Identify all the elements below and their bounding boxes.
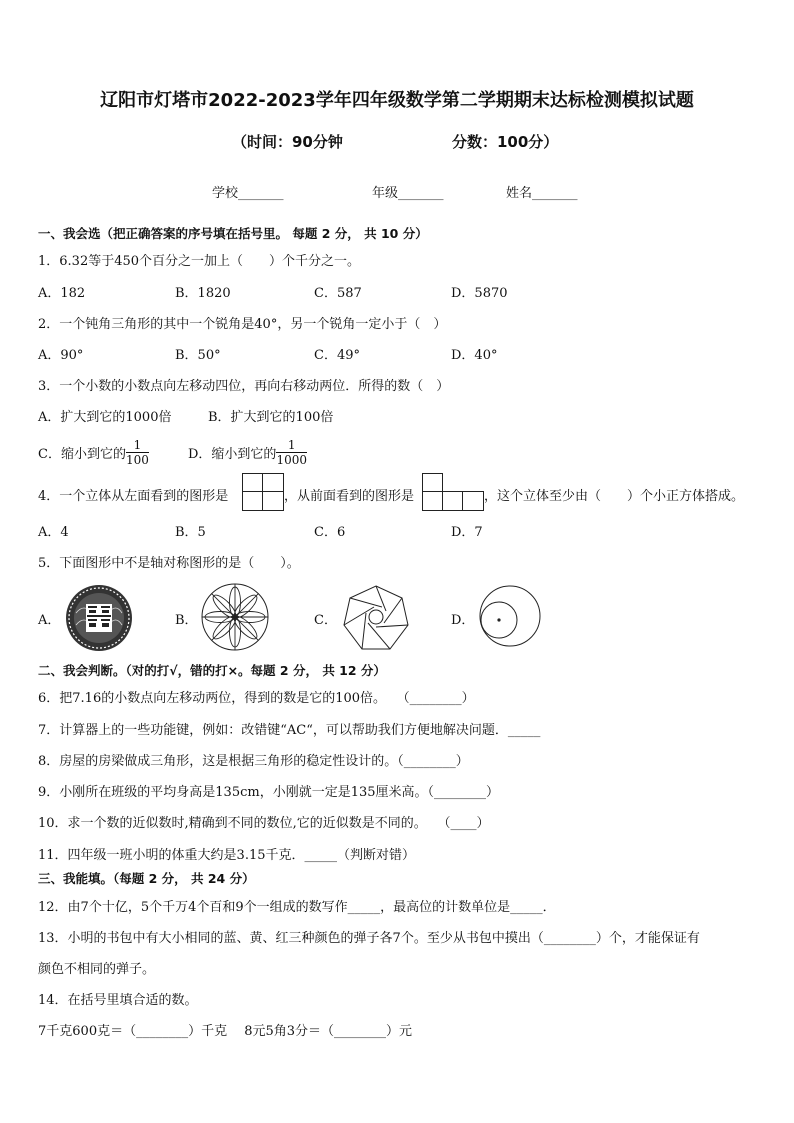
q2-option-b: B．50° <box>175 348 221 363</box>
q3-option-a: A．扩大到它的1000倍 <box>38 410 172 425</box>
q3-option-d-label: D．缩小到它的 <box>188 446 277 462</box>
q4-option-d: D．7 <box>451 525 483 540</box>
question-5: 5．下面图形中不是轴对称图形的是（ ）。 <box>38 556 300 571</box>
q1-option-b: B．1820 <box>175 286 231 301</box>
exam-score: 分数：100分） <box>452 133 559 151</box>
grid-cell <box>242 491 263 511</box>
q3-option-c-label: C．缩小到它的 <box>38 446 126 462</box>
q2-option-d: D．40° <box>451 348 498 363</box>
question-13-line-1: 13．小明的书包中有大小相同的蓝、黄、红三种颜色的弹子各7个。至少从书包中摸出（________）个，才能保证有 <box>38 931 700 946</box>
q2-option-c: C．49° <box>314 348 360 363</box>
page-title: 辽阳市灯塔市2022-2023学年四年级数学第二学期期末达标检测模拟试题 <box>100 90 694 111</box>
grid-cell <box>422 491 443 511</box>
section-1-heading: 一、我会选（把正确答案的序号填在括号里。 每题 2 分， 共 10 分） <box>38 226 428 241</box>
q4-option-c: C．6 <box>314 525 346 540</box>
question-8: 8．房屋的房梁做成三角形，这是根据三角形的稳定性设计的。（________） <box>38 754 469 769</box>
question-4-part-3: ，这个立体至少由（ ）个小正方体搭成。 <box>484 489 745 504</box>
grade-field: 年级_______ <box>372 186 444 201</box>
question-1: 1．6.32等于450个百分之一加上（ ）个千分之一。 <box>38 254 361 269</box>
fraction-numerator: 1 <box>126 438 149 453</box>
front-view-figure <box>422 473 484 511</box>
fraction-1-100 <box>126 438 149 467</box>
grid-cell <box>442 491 463 511</box>
q5-option-d: D． <box>451 613 475 628</box>
question-4-part-1: 4．一个立体从左面看到的图形是 <box>38 489 229 504</box>
question-14-blanks: 7千克600克＝（________）千克 8元5角3分＝（________）元 <box>38 1024 413 1039</box>
q2-option-a: A．90° <box>38 348 84 363</box>
nested-circles-figure <box>478 584 542 648</box>
pinwheel-polygon-figure <box>338 583 414 653</box>
question-4-part-2: ，从前面看到的图形是 <box>284 489 415 504</box>
question-9: 9．小刚所在班级的平均身高是135cm，小刚就一定是135厘米高。（________） <box>38 785 500 800</box>
question-10: 10．求一个数的近似数时,精确到不同的数位,它的近似数是不同的。 （____） <box>38 816 490 831</box>
exam-time: （时间：90分钟 <box>232 133 343 151</box>
section-2-heading: 二、我会判断。（对的打√，错的打×。每题 2 分， 共 12 分） <box>38 663 386 678</box>
question-6: 6．把7.16的小数点向左移动两位，得到的数是它的100倍。 （________） <box>38 691 475 706</box>
grid-cell <box>262 491 284 511</box>
fraction-denominator: 1000 <box>276 452 307 467</box>
q4-option-a: A．4 <box>38 525 69 540</box>
question-2: 2．一个钝角三角形的其中一个锐角是40°，另一个锐角一定小于（ ） <box>38 317 447 332</box>
grid-cell <box>262 473 284 492</box>
q1-option-a: A．182 <box>38 286 86 301</box>
question-12: 12．由7个十亿，5个千万4个百和9个一组成的数写作_____，最高位的计数单位是_____． <box>38 900 556 915</box>
grid-cell <box>462 491 484 511</box>
question-13-line-2: 颜色不相同的弹子。 <box>38 962 156 977</box>
q1-option-c: C．587 <box>314 286 362 301</box>
q5-option-a: A． <box>38 613 61 628</box>
q5-option-c: C． <box>314 613 337 628</box>
school-field: 学校_______ <box>212 186 284 201</box>
grid-cell <box>422 473 443 492</box>
grid-cell <box>242 473 263 492</box>
q5-option-b: B． <box>175 613 198 628</box>
q1-option-d: D．5870 <box>451 286 508 301</box>
double-happiness-medallion-figure <box>64 583 134 653</box>
section-3-heading: 三、我能填。（每题 2 分， 共 24 分） <box>38 871 255 886</box>
q4-option-b: B．5 <box>175 525 206 540</box>
name-field: 姓名_______ <box>506 186 578 201</box>
left-view-figure <box>242 473 284 511</box>
question-3: 3．一个小数的小数点向左移动四位，再向右移动两位．所得的数（ ） <box>38 379 450 394</box>
question-11: 11．四年级一班小明的体重大约是3.15千克．_____（判断对错） <box>38 848 415 863</box>
flower-in-circle-figure <box>200 582 270 652</box>
fraction-1-1000 <box>276 438 307 467</box>
q3-option-c <box>38 435 149 469</box>
q3-option-b: B．扩大到它的100倍 <box>208 410 334 425</box>
question-14: 14．在括号里填合适的数。 <box>38 993 198 1008</box>
q3-option-d <box>188 435 307 469</box>
fraction-denominator: 100 <box>125 452 149 467</box>
fraction-numerator: 1 <box>276 438 307 453</box>
question-7: 7．计算器上的一些功能键，例如：改错键“AC“，可以帮助我们方便地解决问题．_____ <box>38 723 541 738</box>
